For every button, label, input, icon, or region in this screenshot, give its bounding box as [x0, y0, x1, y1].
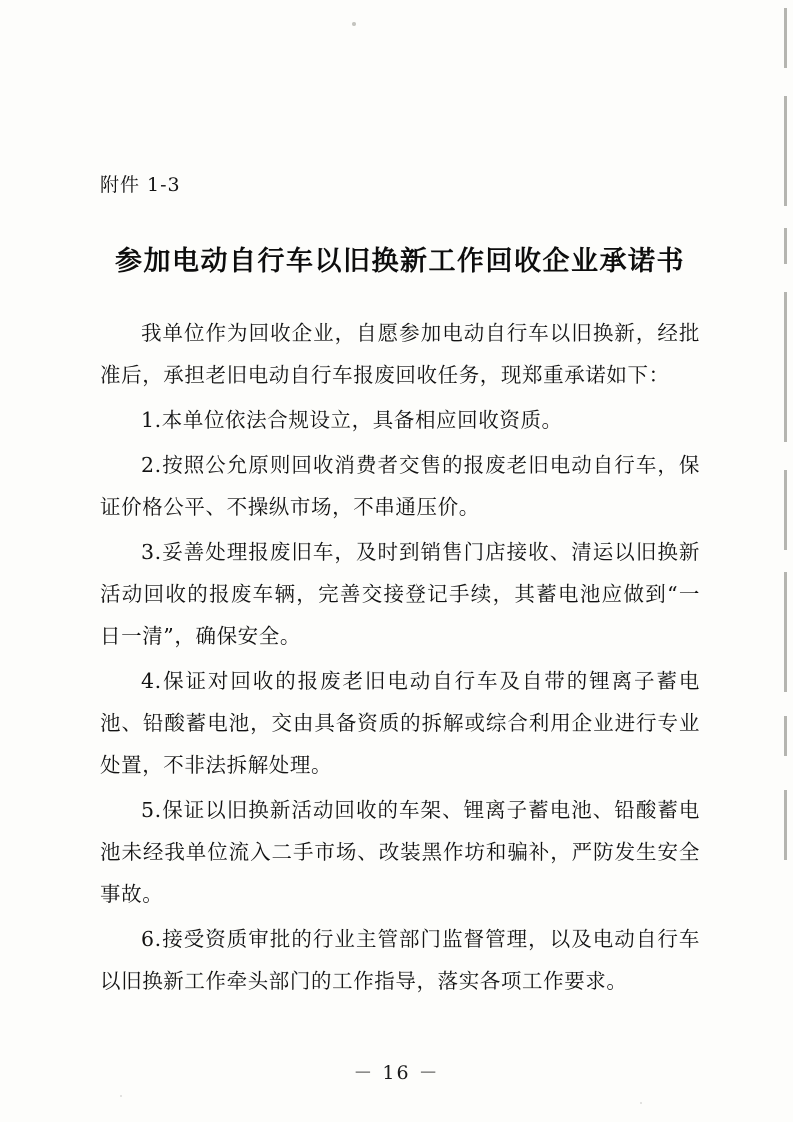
- scan-edge-artifact: [784, 228, 787, 264]
- paragraph: 5.保证以旧换新活动回收的车架、锂离子蓄电池、铅酸蓄电池未经我单位流入二手市场、改装黑作坊和骗补，严防发生安全事故。: [100, 798, 700, 906]
- scan-edge-artifact: [784, 572, 787, 692]
- scan-edge-artifact: [784, 8, 787, 68]
- paragraph-list: [100, 312, 700, 1002]
- paragraph: 我单位作为回收企业，自愿参加电动自行车以旧换新，经批准后，承担老旧电动自行车报废回收任务，现郑重承诺如下：: [100, 321, 700, 387]
- paragraph: 1.本单位依法合规设立，具备相应回收资质。: [141, 408, 563, 432]
- scan-edge-artifact: [784, 96, 787, 206]
- scan-speck: [120, 1095, 122, 1097]
- scan-speck: [640, 1102, 642, 1104]
- page-number-text: － 16 －: [353, 1062, 440, 1084]
- page-title: 参加电动自行车以旧换新工作回收企业承诺书: [115, 246, 685, 277]
- scan-edge-artifact: [784, 790, 787, 860]
- document-body: [100, 0, 700, 1005]
- paragraph: 6.接受资质审批的行业主管部门监督管理，以及电动自行车以旧换新工作牵头部门的工作指导，落实各项工作要求。: [100, 927, 700, 993]
- attachment-label: 附件 1-3: [100, 174, 181, 196]
- scan-edge-artifact: [784, 292, 787, 442]
- paragraph: 2.按照公允原则回收消费者交售的报废老旧电动自行车，保证价格公平、不操纵市场，不串通压价。: [100, 453, 700, 519]
- paragraph: 4.保证对回收的报废老旧电动自行车及自带的锂离子蓄电池、铅酸蓄电池，交由具备资质的拆解或综合利用企业进行专业处置，不非法拆解处理。: [100, 669, 700, 777]
- page-number: [0, 1058, 793, 1085]
- paragraph: 3.妥善处理报废旧车，及时到销售门店接收、清运以旧换新活动回收的报废车辆，完善交接登记手续，其蓄电池应做到“一日一清”，确保安全。: [100, 540, 700, 648]
- scan-edge-artifact: [784, 470, 787, 550]
- scan-edge-artifact: [784, 716, 787, 756]
